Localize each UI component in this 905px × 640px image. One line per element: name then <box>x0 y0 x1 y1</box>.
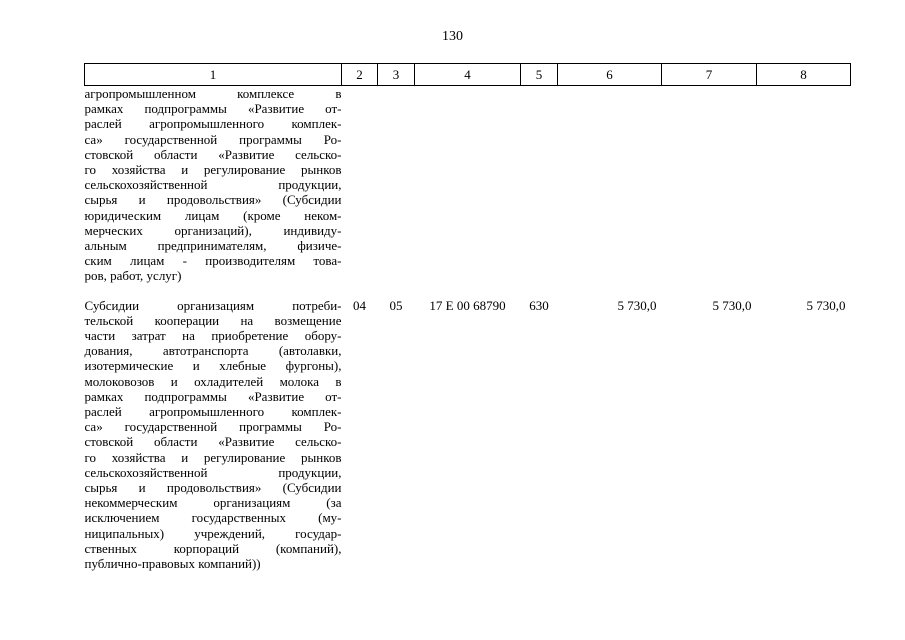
table-row <box>85 284 851 572</box>
description-line: стовской области «Развитие сельско- <box>84 146 342 162</box>
description-line: сельскохозяйственной продукции, <box>84 464 342 480</box>
cell-amount-6: 5 730,0 <box>617 297 657 313</box>
description-line: ниципальных) учреждений, государ- <box>84 525 342 541</box>
description-line: рамках подпрограммы «Развитие от- <box>84 101 342 117</box>
column-header-2: 2 <box>342 64 378 86</box>
description-line: раслей агропромышленного комплек- <box>84 404 342 420</box>
column-header-8: 8 <box>757 64 851 86</box>
cell-amount-6 <box>558 86 662 284</box>
description-line: са» государственной программы Ро- <box>84 419 342 435</box>
description-line: сырья и продовольствия» (Субсидии <box>84 192 342 208</box>
description-line: агропромышленном комплексе в <box>84 86 342 101</box>
description-line: сырья и продовольствия» (Субсидии <box>84 480 342 496</box>
column-header-1: 1 <box>85 64 342 86</box>
cell-target-article: 17 Е 00 68790 <box>429 297 506 313</box>
budget-table <box>84 63 851 571</box>
description-line: молоковозов и охладителей молока в <box>84 373 342 389</box>
cell-section <box>342 86 378 284</box>
description-line: исключением государственных (му- <box>84 510 342 526</box>
column-header-4: 4 <box>415 64 521 86</box>
row-description <box>85 86 342 284</box>
description-line: публично-правовых компаний)) <box>84 556 261 572</box>
description-line: дования, автотранспорта (автолавки, <box>84 343 342 359</box>
description-line: ским лицам - производителям това- <box>84 253 342 269</box>
description-line: стовской области «Развитие сельско- <box>84 434 342 450</box>
cell-section: 04 <box>353 297 366 313</box>
column-header-7: 7 <box>662 64 757 86</box>
description-line: некоммерческим организациям (за <box>84 495 342 511</box>
description-line: части затрат на приобретение обору- <box>84 328 342 344</box>
column-header-6: 6 <box>558 64 662 86</box>
description-line: тельской кооперации на возмещение <box>84 312 342 328</box>
description-line: мерческих организаций), индивиду- <box>84 222 342 238</box>
cell-expense-type <box>521 86 558 284</box>
column-header-3: 3 <box>378 64 415 86</box>
cell-amount-8 <box>757 86 851 284</box>
description-line: го хозяйства и регулирование рынков <box>84 162 342 178</box>
description-line: са» государственной программы Ро- <box>84 131 342 147</box>
description-line: альным предпринимателям, физиче- <box>84 238 342 254</box>
cell-expense-type: 630 <box>529 297 549 313</box>
description-line: ров, работ, услуг) <box>84 268 182 284</box>
table-row <box>85 86 851 284</box>
cell-subsection: 05 <box>389 297 403 313</box>
column-header-5: 5 <box>521 64 558 86</box>
row-description <box>85 284 342 572</box>
description-line: рамках подпрограммы «Развитие от- <box>84 388 342 404</box>
cell-amount-7 <box>662 86 757 284</box>
cell-target-article <box>415 86 521 284</box>
page-number: 130 <box>442 29 463 44</box>
description-line: ственных корпораций (компаний), <box>84 540 342 556</box>
cell-amount-7: 5 730,0 <box>712 297 752 313</box>
description-line: Субсидии организациям потреби- <box>84 297 342 313</box>
cell-subsection <box>378 86 415 284</box>
description-line: сельскохозяйственной продукции, <box>84 177 342 193</box>
description-line: изотермические и хлебные фургоны), <box>84 358 342 374</box>
cell-amount-8: 5 730,0 <box>806 297 846 313</box>
description-line: го хозяйства и регулирование рынков <box>84 449 342 465</box>
header-row <box>85 64 851 86</box>
description-line: юридическим лицам (кроме неком- <box>84 207 342 223</box>
description-line: раслей агропромышленного комплек- <box>84 116 342 132</box>
